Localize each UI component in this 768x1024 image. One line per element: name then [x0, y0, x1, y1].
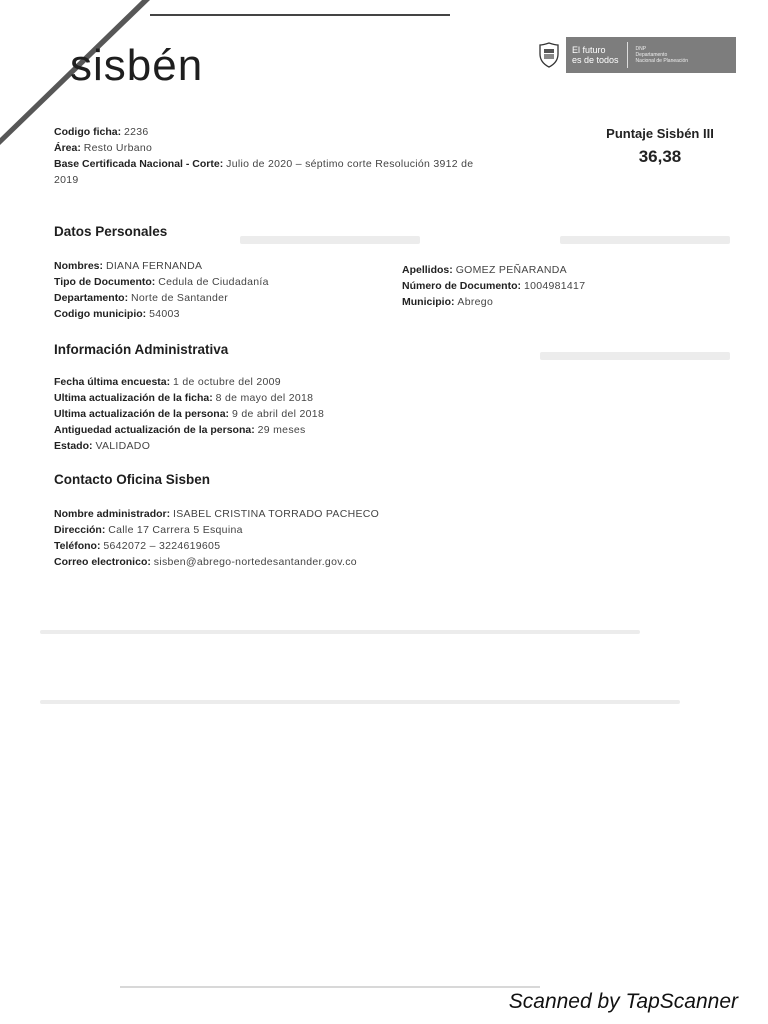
bleed-through-mark: [40, 630, 640, 634]
direccion-row: [54, 522, 614, 538]
contacto-block: [54, 506, 614, 570]
score-panel: [590, 126, 730, 167]
gov-slogan-line2: es de todos: [572, 55, 619, 65]
gov-divider: [627, 42, 628, 68]
datos-personales-left: [54, 258, 384, 322]
gov-entity-line1: DNP: [635, 46, 647, 52]
bleed-through-mark: [560, 236, 730, 244]
codigo-ficha-row: [54, 124, 554, 140]
administrador-value: ISABEL CRISTINA TORRADO PACHECO: [173, 508, 380, 520]
base-value: Julio de 2020 – séptimo corte Resolución 3912 de: [226, 158, 474, 170]
tipo-documento-row: [54, 274, 384, 290]
direccion-value: Calle 17 Carrera 5 Esquina: [108, 524, 243, 536]
actualizacion-persona-row: [54, 406, 574, 422]
bleed-through-mark: [240, 236, 420, 244]
fecha-encuesta-row: [54, 374, 574, 390]
antiguedad-row: [54, 422, 574, 438]
nombres-row: [54, 258, 384, 274]
coat-of-arms-icon: [538, 42, 560, 68]
sisben-logo: [70, 41, 240, 100]
apellidos-value: GOMEZ PEÑARANDA: [455, 264, 567, 276]
codigo-municipio-row: [54, 306, 384, 322]
fecha-encuesta-value: 1 de octubre del 2009: [173, 376, 281, 388]
info-admin-title: Información Administrativa: [54, 342, 229, 357]
actualizacion-ficha-row: [54, 390, 574, 406]
gov-entity-line3: Nacional de Planeación: [635, 58, 689, 64]
codigo-ficha-value: 2236: [124, 126, 149, 138]
area-value: Resto Urbano: [83, 142, 153, 154]
departamento-value: Norte de Santander: [131, 292, 229, 304]
base-label: Base Certificada Nacional - Corte:: [54, 158, 224, 170]
bleed-through-mark: [540, 352, 730, 360]
correo-value: sisben@abrego-nortedesantander.gov.co: [153, 556, 357, 568]
ficha-info: [54, 124, 554, 188]
base-value-year: 2019: [54, 174, 79, 186]
departamento-label: Departamento:: [54, 292, 129, 304]
numero-documento-label: Número de Documento:: [402, 280, 522, 292]
tipo-documento-value: Cedula de Ciudadanía: [158, 276, 269, 288]
contacto-title: Contacto Oficina Sisben: [54, 472, 211, 487]
area-label: Área:: [54, 142, 81, 154]
apellidos-label: Apellidos:: [402, 264, 453, 276]
actualizacion-ficha-label: Ultima actualización de la ficha:: [54, 392, 213, 404]
nombres-value: DIANA FERNANDA: [105, 260, 203, 272]
datos-personales-right: [402, 262, 742, 310]
scan-bottom-edge: [120, 986, 540, 988]
area-row: [54, 140, 554, 156]
scanner-watermark: Scanned by TapScanner: [508, 990, 738, 1013]
municipio-label: Municipio:: [402, 296, 455, 308]
telefono-label: Teléfono:: [54, 540, 101, 552]
estado-row: [54, 438, 574, 454]
direccion-label: Dirección:: [54, 524, 106, 536]
municipio-row: [402, 294, 742, 310]
numero-documento-row: [402, 278, 742, 294]
score-label: Puntaje Sisbén III: [606, 126, 714, 141]
antiguedad-value: 29 meses: [257, 424, 306, 436]
fecha-encuesta-label: Fecha última encuesta:: [54, 376, 171, 388]
bleed-through-mark: [40, 700, 680, 704]
actualizacion-persona-value: 9 de abril del 2018: [231, 408, 325, 420]
correo-row: [54, 554, 614, 570]
gov-entity-line2: Departamento: [635, 52, 668, 58]
info-admin-block: [54, 374, 574, 454]
actualizacion-ficha-value: 8 de mayo del 2018: [215, 392, 314, 404]
telefono-row: [54, 538, 614, 554]
correo-label: Correo electronico:: [54, 556, 151, 568]
actualizacion-persona-label: Ultima actualización de la persona:: [54, 408, 230, 420]
apellidos-row: [402, 262, 742, 278]
base-row: [54, 156, 554, 172]
sisben-logo-text: sisbén: [70, 41, 204, 90]
codigo-municipio-value: 54003: [149, 308, 180, 320]
estado-value: VALIDADO: [95, 440, 151, 452]
departamento-row: [54, 290, 384, 306]
administrador-row: [54, 506, 614, 522]
score-value: 36,38: [638, 147, 682, 166]
nombres-label: Nombres:: [54, 260, 104, 272]
base-row-continued: [54, 172, 554, 188]
codigo-municipio-label: Codigo municipio:: [54, 308, 147, 320]
estado-label: Estado:: [54, 440, 93, 452]
municipio-value: Abrego: [457, 296, 494, 308]
government-banner: [538, 36, 738, 74]
numero-documento-value: 1004981417: [523, 280, 586, 292]
tipo-documento-label: Tipo de Documento:: [54, 276, 156, 288]
datos-personales-title: Datos Personales: [54, 224, 168, 239]
administrador-label: Nombre administrador:: [54, 508, 171, 520]
codigo-ficha-label: Codigo ficha:: [54, 126, 122, 138]
government-slogan-box: [566, 37, 736, 73]
antiguedad-label: Antiguedad actualización de la persona:: [54, 424, 255, 436]
scan-edge-line: [150, 14, 450, 16]
gov-slogan-line1: El futuro: [572, 45, 606, 55]
telefono-value: 5642072 – 3224619605: [103, 540, 221, 552]
